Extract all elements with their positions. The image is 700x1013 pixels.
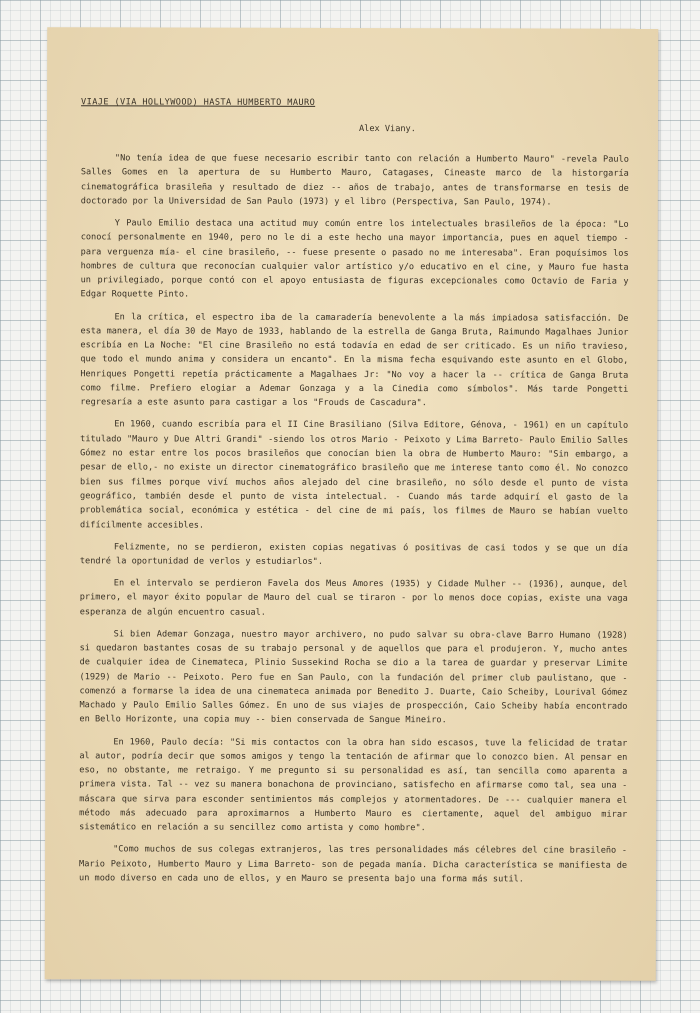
- document-body: [79, 151, 629, 895]
- document-title: VIAJE (VIA HOLLYWOOD) HASTA HUMBERTO MAURO: [81, 97, 316, 108]
- paragraph-1: "No tenía idea de que fuese necesario escribir tanto con relación a Humberto Mauro" -revela Paulo Salles Gomes en la apertura de su Humberto Mauro, Catagases, Cineaste marco de la historgaría cinematográfica brasileña y resultado de diez -- años de trabajo, antes de transformarse en tesis de doctorado por la Universidad de San Paulo (1973) y el libro (Perspectiva, San Paulo, 1974).: [80, 153, 629, 208]
- paragraph-7: Si bien Ademar Gonzaga, nuestro mayor archivero, no pudo salvar su obra-clave Barro Humano (1928) si quedaron bastantes cosas de su trabajo personal y de aquellos que para el produjeron. Y, mucho antes de cualquier idea de Cinemateca, Plinio Sussekind Rocha se dio a la tarea de guardar y preservar Limite (1929) de Mario -- Peixoto. Pero fue en San Paulo, con la fundación del primer club paulistano, que - comenzó a formarse la idea de una cinemateca animada por Benedito J. Duarte, Caio Scheiby, Lourival Gómez Machado y Paulo Emilio Salles Gómez. En uno de sus viajes de prospección, Caio Scheiby había encontrado en Bello Horizonte, una copia muy -- bien conservada de Sangue Mineiro.: [79, 629, 628, 726]
- paragraph-9: "Como muchos de sus colegas extranjeros, las tres personalidades más célebres del cine brasileño -Mario Peixoto, Humberto Mauro y Lima Barreto- son de pegada manía. Dicha característica se manifiesta de un modo diverso en cada uno de ellos, y en Mauro se presenta bajo una forma más sutil.: [79, 844, 628, 885]
- paragraph-8: En 1960, Paulo decía: "Si mis contactos con la obra han sido escasos, tuve la felicidad de tratar al autor, podría decir que somos amigos y tengo la tentación de afirmar que lo conozco bien. Al pensar en eso, no obstante, me retraigo. Y me pregunto si su personalidad es así, tan sencilla como aparenta a primera vista. Tal -- vez su manera bonachona de provinciano, satisfecho en afirmarse como tal, sea una - máscara que sirva para esconder sentimientos más complejos y atormentadores. De --- cualquier manera el método más adecuado para aproximarnos a Humberto Mauro es ciertamente, aquel del ambiguo mirar sistemático en relación a su sencillez como artista y como hombre".: [79, 736, 628, 834]
- document-author: Alex Viany.: [358, 124, 416, 135]
- paragraph-3: En la crítica, el espectro iba de la camaradería benevolente a la más impiadosa satisfacción. De esta manera, el día 30 de Mayo de 1933, hablando de la estrella de Ganga Bruta, Raimundo Magalhaes Junior escribía en La Noche: "El cine Brasileño no está todavía en edad de ser criticado. Es un niño travieso, que todo el mundo anima y considera un encanto". En la misma fecha esquivando este asunto en el Globo, Henriques Pongetti repetía prácticamente a Magalhaes Jr: "No voy a hacer la -- crítica de Ganga Bruta como filme. Prefiero elogiar a Ademar Gonzaga y a la Cinedia como símbolos". Más tarde Pongetti regresaría a este asunto para castigar a los "Frouds de Cascadura".: [80, 311, 629, 409]
- paragraph-2: Y Paulo Emilio destaca una actitud muy común entre los intelectuales brasileños de la época: "Lo conocí personalmente en 1940, pero no le di a este hecho una mayor importancia, pues en aquel tiempo -para verguenza mía- el cine brasileño, -- fuese presente o pasado no me interesaba". Eran poquísimos los hombres de cultura que reconocían cualquier valor artístico y/o educativo en el cine, y Mauro fue hasta un privilegiado, porque contó con el apoyo entusiasta de figuras excepcionales como Octavio de Faria y Edgar Roquette Pinto.: [80, 218, 629, 301]
- typewritten-page: [45, 27, 658, 981]
- paragraph-6: En el intervalo se perdieron Favela dos Meus Amores (1935) y Cidade Mulher -- (1936), aunque, del primero, el mayor éxito popular de Mauro del cual se tiraron - por lo menos doce copias, existe una vaga esperanza de algún encuentro casual.: [79, 578, 628, 618]
- paragraph-5: Felizmente, no se perdieron, existen copias negativas ó positivas de casi todos y se que un día tendré la oportunidad de verlos y estudiarlos".: [79, 541, 628, 567]
- paragraph-4: En 1960, cuando escribía para el II Cine Brasiliano (Silva Editore, Génova, - 1961) en un capítulo titulado "Mauro y Due Altri Grandi" -siendo los otros Mario - Peixoto y Lima Barreto- Paulo Emilio Salles Gómez no estar entre los pocos brasileños que conocían bien la obra de Humberto Mauro: "Sin embargo, a pesar de ello,- no existe un director cinematográfico brasileño que me interese tanto como él. No conozco bien sus filmes porque viví muchos años alejado del cine brasileño, no sólo desde el punto de vista geográfico, también desde el punto de vista intelectual. - Cuando más tarde adquirí el gasto de la problemática social, económica y estética - del cine de mi país, los filmes de Mauro se habían vuelto difícilmente accesibles.: [79, 419, 629, 531]
